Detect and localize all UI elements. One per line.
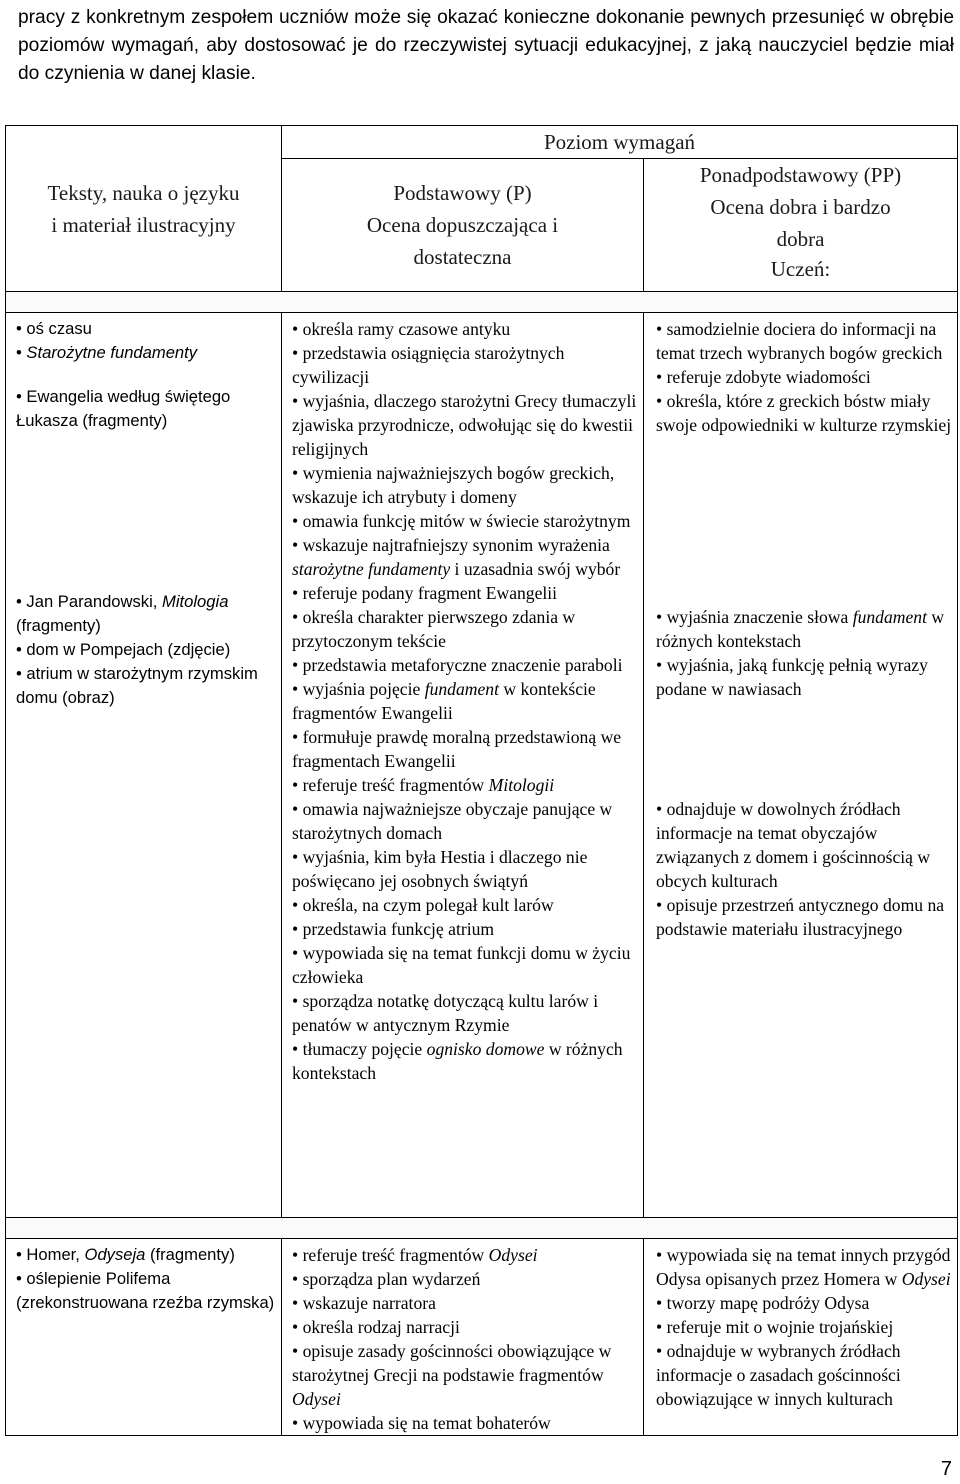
header-texts-line-1: Teksty, nauka o języku: [47, 180, 240, 205]
list-item: [656, 317, 953, 365]
list-item: [292, 1037, 639, 1085]
item-text: określa, na czym polegał kult larów: [302, 895, 554, 915]
list-item: [292, 1315, 639, 1339]
list-item: [16, 341, 281, 365]
item-text: Jan Parandowski,: [26, 592, 163, 611]
italic-text: starożytne fundamenty: [292, 559, 451, 579]
advanced-section-3: [656, 797, 953, 941]
list-item: [292, 989, 639, 1037]
italic-text: Odysei: [901, 1269, 951, 1289]
item-text: przedstawia funkcję atrium: [302, 919, 495, 939]
item-text: w różnych kontekstach: [292, 1039, 623, 1083]
item-text: wskazuje najtrafniejszy synonim wyrażenia: [302, 535, 610, 555]
texts-section-4: [16, 1243, 281, 1315]
advanced-list: [656, 797, 953, 941]
item-text: opisuje przestrzeń antycznego domu na podstawie materiału ilustracyjnego: [656, 895, 945, 939]
list-item: [16, 385, 281, 433]
texts-section-3: [16, 590, 281, 710]
texts-list: [16, 1243, 281, 1315]
basic-section-3: [292, 773, 639, 1085]
basic-list: [292, 581, 639, 773]
spacer-row: [6, 292, 958, 313]
header-advanced-line-3: dobra: [776, 227, 825, 251]
item-text: dom w Pompejach (zdjęcie): [26, 640, 231, 659]
list-item: [292, 725, 639, 773]
item-text: określa ramy czasowe antyku: [302, 319, 511, 339]
item-text: atrium w starożytnym rzymskim domu (obraz): [16, 664, 258, 707]
list-item: [656, 797, 953, 893]
header-texts-line-2: i materiał ilustracyjny: [51, 212, 236, 237]
item-text: (fragmenty): [16, 616, 101, 635]
item-text: tłumaczy pojęcie: [302, 1039, 427, 1059]
list-item: [292, 1411, 639, 1435]
spacer-row-2: [6, 1218, 958, 1239]
advanced-list: [656, 605, 953, 701]
texts-list: [16, 385, 281, 433]
advanced-section-4: [656, 1243, 953, 1411]
item-text: sporządza notatkę dotyczącą kultu larów i penatów w antycznym Rzymie: [292, 991, 599, 1035]
item-text: wymienia najważniejszych bogów greckich, wskazuje ich atrybuty i domeny: [292, 463, 615, 507]
item-text: przedstawia metaforyczne znaczenie paraboli: [302, 655, 623, 675]
basic-section-4: [292, 1243, 639, 1435]
content-row-2: [6, 1239, 958, 1436]
list-item: [16, 1243, 281, 1267]
italic-text: fundament: [424, 679, 499, 699]
italic-text: Mitologii: [488, 775, 555, 795]
list-item: [292, 605, 639, 653]
list-item: [292, 917, 639, 941]
basic-list: [292, 317, 639, 581]
item-text: określa, które z greckich bóstw miały swoje odpowiedniki w kulturze rzymskiej: [656, 391, 952, 435]
list-item: [16, 638, 281, 662]
item-text: wypowiada się na temat funkcji domu w życiu człowieka: [292, 943, 631, 987]
item-text: Homer,: [26, 1245, 85, 1264]
content-row: [6, 313, 958, 1218]
list-item: [292, 317, 639, 341]
list-item: [292, 389, 639, 461]
item-text: referuje podany fragment Ewangelii: [302, 583, 558, 603]
list-item: [292, 653, 639, 677]
list-item: [656, 389, 953, 437]
header-basic-line-2: Ocena dopuszczająca i: [366, 213, 559, 237]
advanced-section-1: [656, 317, 953, 437]
page-number: 7: [940, 1458, 952, 1480]
list-item: [292, 461, 639, 509]
list-item: [656, 605, 953, 653]
list-item: [656, 653, 953, 701]
list-item: [656, 1339, 953, 1411]
item-text: w kontekście fragmentów Ewangelii: [292, 679, 596, 723]
list-item: [16, 662, 281, 710]
item-text: wyjaśnia, jaką funkcję pełnią wyrazy podane w nawiasach: [656, 655, 928, 699]
item-text: samodzielnie dociera do informacji na temat trzech wybranych bogów greckich: [656, 319, 943, 363]
item-text: Ewangelia według świętego Łukasza (fragmenty): [16, 387, 231, 430]
item-text: formułuje prawdę moralną przedstawioną we fragmentach Ewangelii: [292, 727, 622, 771]
italic-text: ognisko domowe: [426, 1039, 545, 1059]
list-item: [292, 341, 639, 389]
item-text: w różnych kontekstach: [656, 607, 945, 651]
item-text: wyjaśnia znaczenie słowa: [666, 607, 853, 627]
basic-list: [292, 1243, 639, 1435]
header-basic-line-1: Podstawowy (P): [393, 181, 532, 205]
basic-section-2: [292, 581, 639, 773]
header-student-cell: Uczeń:: [644, 255, 958, 292]
item-text: wyjaśnia pojęcie: [302, 679, 425, 699]
list-item: [16, 590, 281, 638]
advanced-list: [656, 317, 953, 437]
item-text: wyjaśnia, dlaczego starożytni Grecy tłumaczyli zjawiska przyrodnicze, odwołując się do kwestii religijnych: [292, 391, 637, 459]
advanced-cell: [644, 313, 958, 1218]
header-basic-cell: [282, 159, 644, 292]
list-item: [656, 1243, 953, 1291]
list-item: [656, 1315, 953, 1339]
intro-paragraph: pracy z konkretnym zespołem uczniów może się okazać konieczne dokonanie pewnych przesunięć w obrębie poziomów wymagań, aby dostosować je do rzeczywistej sytuacji edukacyjnej, z jaką nauczyciel będzie miał do czynienia w danej klasie.: [18, 7, 954, 84]
item-text: i uzasadnia swój wybór: [450, 559, 621, 579]
texts-section-2: [16, 385, 281, 433]
texts-list: [16, 317, 281, 365]
list-item: [292, 893, 639, 917]
header-level-cell: Poziom wymagań: [282, 126, 958, 159]
header-advanced-line-1: Ponadpodstawowy (PP): [699, 163, 902, 187]
item-text: tworzy mapę podróży Odysa: [666, 1293, 870, 1313]
texts-cell-2: [6, 1239, 282, 1436]
texts-cell: [6, 313, 282, 1218]
advanced-section-2: [656, 605, 953, 701]
advanced-list: [656, 1243, 953, 1411]
basic-cell: [282, 313, 644, 1218]
header-advanced-cell: [644, 159, 958, 256]
item-text: odnajduje w wybranych źródłach informacje o zasadach gościnności obowiązujące w innych kulturach: [656, 1341, 901, 1409]
list-item: [292, 509, 639, 533]
list-item: [16, 1267, 281, 1315]
item-text: wskazuje narratora: [302, 1293, 436, 1313]
list-item: [292, 677, 639, 725]
italic-text: Mitologia: [162, 592, 229, 611]
item-text: wypowiada się na temat bohaterów: [302, 1413, 551, 1433]
list-item: [656, 893, 953, 941]
list-item: [16, 317, 281, 341]
list-item: [292, 1267, 639, 1291]
item-text: referuje treść fragmentów: [302, 1245, 489, 1265]
item-text: sporządza plan wydarzeń: [302, 1269, 481, 1289]
list-item: [292, 1243, 639, 1267]
italic-text: fundament: [852, 607, 927, 627]
item-text: referuje treść fragmentów: [302, 775, 489, 795]
list-item: [292, 773, 639, 797]
header-basic-line-3: dostateczna: [413, 245, 512, 269]
texts-list: [16, 590, 281, 710]
list-item: [656, 365, 953, 389]
requirements-table: [5, 125, 958, 1436]
italic-text: Odyseja: [84, 1245, 146, 1264]
list-item: [292, 797, 639, 845]
item-text: wypowiada się na temat innych przygód Odysa opisanych przez Homera w: [656, 1245, 951, 1289]
basic-cell-2: [282, 1239, 644, 1436]
item-text: omawia funkcję mitów w świecie starożytnym: [302, 511, 631, 531]
item-text: opisuje zasady gościnności obowiązujące w starożytnej Grecji na podstawie fragmentów: [292, 1341, 612, 1385]
item-text: referuje mit o wojnie trojańskiej: [666, 1317, 894, 1337]
italic-text: Starożytne fundamenty: [26, 343, 198, 362]
item-text: (fragmenty): [145, 1245, 235, 1264]
item-text: oślepienie Polifema (zrekonstruowana rzeźba rzymska): [16, 1269, 275, 1312]
item-text: referuje zdobyte wiadomości: [666, 367, 871, 387]
item-text: oś czasu: [26, 319, 92, 338]
list-item: [292, 581, 639, 605]
header-texts-cell: [6, 126, 282, 292]
italic-text: Odysei: [488, 1245, 538, 1265]
item-text: określa rodzaj narracji: [302, 1317, 460, 1337]
list-item: [292, 941, 639, 989]
texts-section-1: [16, 317, 281, 365]
item-text: omawia najważniejsze obyczaje panujące w starożytnych domach: [292, 799, 613, 843]
header-advanced-line-2: Ocena dobra i bardzo: [710, 195, 891, 219]
item-text: przedstawia osiągnięcia starożytnych cywilizacji: [292, 343, 565, 387]
list-item: [292, 533, 639, 581]
advanced-cell-2: [644, 1239, 958, 1436]
header-row: [6, 126, 958, 159]
list-item: [292, 845, 639, 893]
list-item: [292, 1339, 639, 1411]
basic-section-1: [292, 317, 639, 581]
basic-list: [292, 773, 639, 1085]
list-item: [292, 1291, 639, 1315]
item-text: określa charakter pierwszego zdania w przytoczonym tekście: [292, 607, 576, 651]
italic-text: Odysei: [292, 1389, 341, 1409]
list-item: [656, 1291, 953, 1315]
item-text: odnajduje w dowolnych źródłach informacje na temat obyczajów związanych z domem i gościnnością w obcych kulturach: [656, 799, 931, 891]
item-text: wyjaśnia, kim była Hestia i dlaczego nie poświęcano jej osobnych świątyń: [292, 847, 588, 891]
